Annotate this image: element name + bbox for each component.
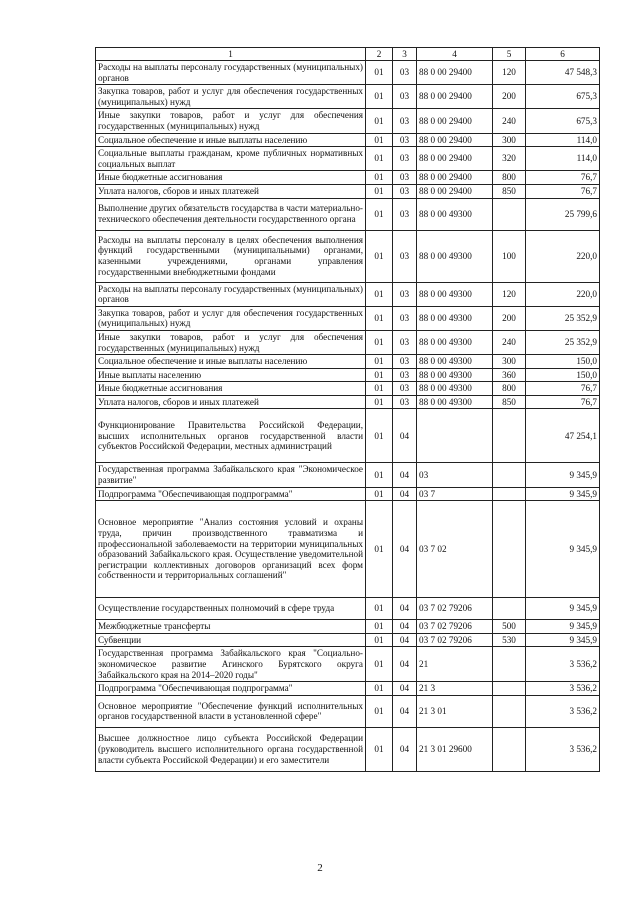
table-row [96, 368, 600, 382]
row-name-cell: Социальное обеспечение и иные выплаты населению [96, 355, 366, 369]
row-amount-cell: 150,0 [526, 355, 600, 369]
row-section-cell: 01 [366, 306, 393, 330]
table-row [96, 61, 600, 85]
table-row [96, 501, 600, 598]
row-expense-type-cell: 850 [493, 395, 526, 409]
row-target-code-cell: 88 0 00 29400 [417, 171, 493, 185]
row-expense-type-cell: 120 [493, 282, 526, 306]
row-expense-type-cell: 850 [493, 184, 526, 198]
row-target-code-cell: 03 7 02 [417, 501, 493, 598]
row-subsection-cell: 03 [393, 230, 417, 282]
row-target-code-cell: 88 0 00 29400 [417, 147, 493, 171]
row-section-cell: 01 [366, 330, 393, 354]
row-expense-type-cell [493, 727, 526, 771]
row-target-code-cell: 88 0 00 49300 [417, 306, 493, 330]
row-subsection-cell: 04 [393, 620, 417, 634]
row-target-code-cell: 88 0 00 29400 [417, 61, 493, 85]
table-row [96, 598, 600, 620]
row-subsection-cell: 04 [393, 695, 417, 727]
row-expense-type-cell [493, 695, 526, 727]
row-target-code-cell: 88 0 00 49300 [417, 282, 493, 306]
row-section-cell: 01 [366, 501, 393, 598]
row-expense-type-cell: 300 [493, 133, 526, 147]
row-target-code-cell: 88 0 00 29400 [417, 133, 493, 147]
table-row [96, 133, 600, 147]
row-subsection-cell: 03 [393, 85, 417, 109]
row-section-cell: 01 [366, 395, 393, 409]
row-name-cell: Расходы на выплаты персоналу в целях обеспечения выполнения функций государственными (муниципальными) органами, казенными учреждениями, органами управления государственными внебюджетными фондами [96, 230, 366, 282]
table-row [96, 620, 600, 634]
row-amount-cell: 3 536,2 [526, 647, 600, 682]
row-name-cell: Расходы на выплаты персоналу государственных (муниципальных) органов [96, 282, 366, 306]
row-subsection-cell: 03 [393, 382, 417, 396]
row-name-cell: Иные выплаты населению [96, 368, 366, 382]
row-target-code-cell: 88 0 00 49300 [417, 368, 493, 382]
row-section-cell: 01 [366, 409, 393, 463]
table-row [96, 487, 600, 501]
row-target-code-cell: 88 0 00 49300 [417, 355, 493, 369]
row-target-code-cell: 88 0 00 29400 [417, 85, 493, 109]
row-amount-cell: 150,0 [526, 368, 600, 382]
table-body [96, 61, 600, 772]
row-expense-type-cell [493, 487, 526, 501]
row-name-cell: Подпрограмма "Обеспечивающая подпрограмма" [96, 487, 366, 501]
row-subsection-cell: 03 [393, 133, 417, 147]
row-target-code-cell: 88 0 00 49300 [417, 198, 493, 230]
row-subsection-cell: 04 [393, 501, 417, 598]
row-name-cell: Расходы на выплаты персоналу государственных (муниципальных) органов [96, 61, 366, 85]
table-row [96, 330, 600, 354]
row-expense-type-cell: 500 [493, 620, 526, 634]
row-amount-cell: 9 345,9 [526, 633, 600, 647]
row-name-cell: Социальные выплаты гражданам, кроме публичных нормативных социальных выплат [96, 147, 366, 171]
row-name-cell: Основное мероприятие "Анализ состояния условий и охраны труда, причин производственного травматизма и профессиональной заболеваемости на территории муниципальных образований Забайкальского края. Осуществление уведомительной регистрации коллективных договоров организаций всех форм собственности и территориальных соглашений" [96, 501, 366, 598]
row-expense-type-cell: 100 [493, 230, 526, 282]
table-row [96, 695, 600, 727]
table-row [96, 230, 600, 282]
row-amount-cell: 9 345,9 [526, 487, 600, 501]
budget-table [95, 47, 600, 772]
row-target-code-cell: 03 7 02 79206 [417, 598, 493, 620]
row-expense-type-cell: 120 [493, 61, 526, 85]
table-row [96, 109, 600, 133]
row-amount-cell: 25 352,9 [526, 330, 600, 354]
header-col-5: 5 [493, 48, 526, 61]
row-subsection-cell: 04 [393, 487, 417, 501]
row-amount-cell: 9 345,9 [526, 463, 600, 487]
row-section-cell: 01 [366, 147, 393, 171]
row-expense-type-cell [493, 682, 526, 696]
row-subsection-cell: 04 [393, 409, 417, 463]
row-amount-cell: 76,7 [526, 171, 600, 185]
row-section-cell: 01 [366, 171, 393, 185]
row-amount-cell: 3 536,2 [526, 727, 600, 771]
row-amount-cell: 220,0 [526, 230, 600, 282]
row-subsection-cell: 04 [393, 647, 417, 682]
row-expense-type-cell [493, 463, 526, 487]
row-target-code-cell: 03 7 [417, 487, 493, 501]
row-name-cell: Высшее должностное лицо субъекта Российской Федерации (руководитель высшего исполнительного органа государственной власти субъекта Российской Федерации) и его заместители [96, 727, 366, 771]
row-section-cell: 01 [366, 633, 393, 647]
row-expense-type-cell [493, 198, 526, 230]
row-amount-cell: 9 345,9 [526, 598, 600, 620]
row-amount-cell: 47 548,3 [526, 61, 600, 85]
row-target-code-cell: 03 7 02 79206 [417, 620, 493, 634]
row-target-code-cell [417, 409, 493, 463]
row-expense-type-cell: 240 [493, 330, 526, 354]
row-name-cell: Основное мероприятие "Обеспечение функций исполнительных органов государственной власти в установленной сфере" [96, 695, 366, 727]
row-section-cell: 01 [366, 85, 393, 109]
row-expense-type-cell [493, 409, 526, 463]
row-subsection-cell: 03 [393, 355, 417, 369]
table-row [96, 306, 600, 330]
row-name-cell: Уплата налогов, сборов и иных платежей [96, 395, 366, 409]
row-subsection-cell: 04 [393, 463, 417, 487]
row-section-cell: 01 [366, 198, 393, 230]
row-section-cell: 01 [366, 230, 393, 282]
row-subsection-cell: 03 [393, 368, 417, 382]
row-subsection-cell: 03 [393, 171, 417, 185]
table-row [96, 727, 600, 771]
row-expense-type-cell: 200 [493, 85, 526, 109]
row-subsection-cell: 04 [393, 633, 417, 647]
row-expense-type-cell: 360 [493, 368, 526, 382]
table-row [96, 85, 600, 109]
row-target-code-cell: 21 [417, 647, 493, 682]
row-name-cell: Социальное обеспечение и иные выплаты населению [96, 133, 366, 147]
row-amount-cell: 9 345,9 [526, 620, 600, 634]
row-target-code-cell: 03 [417, 463, 493, 487]
row-subsection-cell: 03 [393, 184, 417, 198]
row-name-cell: Иные бюджетные ассигнования [96, 382, 366, 396]
row-expense-type-cell: 530 [493, 633, 526, 647]
row-amount-cell: 76,7 [526, 395, 600, 409]
row-expense-type-cell: 800 [493, 382, 526, 396]
table-row [96, 184, 600, 198]
row-amount-cell: 25 799,6 [526, 198, 600, 230]
row-amount-cell: 675,3 [526, 109, 600, 133]
row-expense-type-cell [493, 647, 526, 682]
table-row [96, 633, 600, 647]
table-row [96, 682, 600, 696]
row-subsection-cell: 03 [393, 109, 417, 133]
row-subsection-cell: 03 [393, 282, 417, 306]
table-row [96, 647, 600, 682]
row-name-cell: Функционирование Правительства Российской Федерации, высших исполнительных органов государственной власти субъектов Российской Федерации, местных администраций [96, 409, 366, 463]
row-subsection-cell: 03 [393, 330, 417, 354]
row-subsection-cell: 04 [393, 682, 417, 696]
row-target-code-cell: 21 3 01 29600 [417, 727, 493, 771]
row-amount-cell: 76,7 [526, 184, 600, 198]
row-subsection-cell: 04 [393, 727, 417, 771]
row-target-code-cell: 88 0 00 49300 [417, 230, 493, 282]
row-amount-cell: 9 345,9 [526, 501, 600, 598]
row-section-cell: 01 [366, 184, 393, 198]
table-row [96, 463, 600, 487]
row-target-code-cell: 88 0 00 29400 [417, 184, 493, 198]
row-expense-type-cell: 200 [493, 306, 526, 330]
row-target-code-cell: 88 0 00 49300 [417, 330, 493, 354]
row-target-code-cell: 21 3 01 [417, 695, 493, 727]
page-number: 2 [317, 862, 323, 874]
row-target-code-cell: 21 3 [417, 682, 493, 696]
table-row [96, 198, 600, 230]
row-amount-cell: 675,3 [526, 85, 600, 109]
table-row [96, 382, 600, 396]
row-amount-cell: 25 352,9 [526, 306, 600, 330]
row-expense-type-cell: 300 [493, 355, 526, 369]
row-name-cell: Уплата налогов, сборов и иных платежей [96, 184, 366, 198]
row-amount-cell: 76,7 [526, 382, 600, 396]
row-expense-type-cell: 320 [493, 147, 526, 171]
table-row [96, 171, 600, 185]
row-subsection-cell: 03 [393, 147, 417, 171]
row-amount-cell: 114,0 [526, 147, 600, 171]
row-target-code-cell: 03 7 02 79206 [417, 633, 493, 647]
row-name-cell: Закупка товаров, работ и услуг для обеспечения государственных (муниципальных) нужд [96, 306, 366, 330]
row-amount-cell: 114,0 [526, 133, 600, 147]
row-section-cell: 01 [366, 282, 393, 306]
row-subsection-cell: 03 [393, 306, 417, 330]
header-col-3: 3 [393, 48, 417, 61]
row-section-cell: 01 [366, 727, 393, 771]
row-name-cell: Иные закупки товаров, работ и услуг для обеспечения государственных (муниципальных) нужд [96, 330, 366, 354]
row-section-cell: 01 [366, 620, 393, 634]
row-name-cell: Закупка товаров, работ и услуг для обеспечения государственных (муниципальных) нужд [96, 85, 366, 109]
row-amount-cell: 3 536,2 [526, 695, 600, 727]
row-amount-cell: 47 254,1 [526, 409, 600, 463]
table-row [96, 409, 600, 463]
row-name-cell: Межбюджетные трансферты [96, 620, 366, 634]
row-name-cell: Иные бюджетные ассигнования [96, 171, 366, 185]
row-section-cell: 01 [366, 463, 393, 487]
row-section-cell: 01 [366, 133, 393, 147]
table-row [96, 395, 600, 409]
row-subsection-cell: 03 [393, 395, 417, 409]
row-section-cell: 01 [366, 355, 393, 369]
row-expense-type-cell: 240 [493, 109, 526, 133]
row-section-cell: 01 [366, 598, 393, 620]
header-col-6: 6 [526, 48, 600, 61]
header-col-4: 4 [417, 48, 493, 61]
row-name-cell: Государственная программа Забайкальского края "Социально-экономическое развитие Агинского Бурятского округа Забайкальского края на 2014–2020 годы" [96, 647, 366, 682]
row-section-cell: 01 [366, 487, 393, 501]
header-row [96, 48, 600, 61]
row-section-cell: 01 [366, 695, 393, 727]
table-row [96, 282, 600, 306]
row-expense-type-cell [493, 598, 526, 620]
row-name-cell: Выполнение других обязательств государства в части материально-технического обеспечения деятельности государственного органа [96, 198, 366, 230]
table-row [96, 355, 600, 369]
header-col-2: 2 [366, 48, 393, 61]
row-name-cell: Иные закупки товаров, работ и услуг для обеспечения государственных (муниципальных) нужд [96, 109, 366, 133]
row-name-cell: Осуществление государственных полномочий в сфере труда [96, 598, 366, 620]
row-subsection-cell: 03 [393, 198, 417, 230]
row-section-cell: 01 [366, 682, 393, 696]
table-row [96, 147, 600, 171]
row-target-code-cell: 88 0 00 49300 [417, 382, 493, 396]
row-subsection-cell: 04 [393, 598, 417, 620]
row-name-cell: Субвенции [96, 633, 366, 647]
row-amount-cell: 3 536,2 [526, 682, 600, 696]
row-name-cell: Подпрограмма "Обеспечивающая подпрограмма" [96, 682, 366, 696]
row-section-cell: 01 [366, 368, 393, 382]
row-section-cell: 01 [366, 109, 393, 133]
row-subsection-cell: 03 [393, 61, 417, 85]
row-section-cell: 01 [366, 382, 393, 396]
header-col-1: 1 [96, 48, 366, 61]
row-target-code-cell: 88 0 00 49300 [417, 395, 493, 409]
row-expense-type-cell [493, 501, 526, 598]
row-target-code-cell: 88 0 00 29400 [417, 109, 493, 133]
row-name-cell: Государственная программа Забайкальского края "Экономическое развитие" [96, 463, 366, 487]
row-amount-cell: 220,0 [526, 282, 600, 306]
row-expense-type-cell: 800 [493, 171, 526, 185]
row-section-cell: 01 [366, 647, 393, 682]
row-section-cell: 01 [366, 61, 393, 85]
